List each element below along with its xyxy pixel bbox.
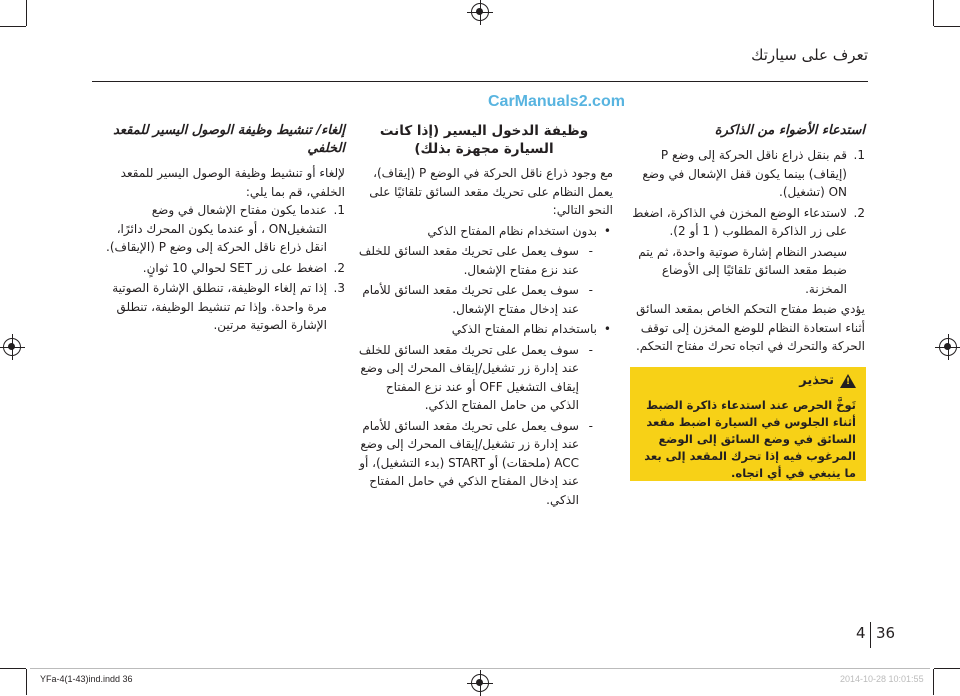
dash-list — [355, 242, 597, 318]
bullet-item — [355, 222, 613, 319]
step-text: قم بنقل ذراع ناقل الحركة إلى وضع P (إيقاف) بينما يكون قفل الإشعال في وضع ON (تشغيل). — [642, 148, 847, 199]
crop-mark — [933, 669, 934, 695]
registration-mark-icon — [939, 338, 957, 356]
step-number: 2. — [333, 260, 345, 275]
crop-mark — [934, 26, 960, 27]
bullet-text: باستخدام نظام المفتاح الذكي — [451, 322, 597, 336]
header-divider — [92, 81, 868, 82]
step-item — [92, 201, 345, 257]
crop-mark — [934, 668, 960, 669]
paragraph: سيصدر النظام إشارة صوتية واحدة، ثم يتم ضبط مقعد السائق تلقائيًا إلى الأوضاع المخزنة. — [638, 244, 847, 296]
memory-recall-section — [627, 122, 865, 356]
section-heading: وظيفة الدخول اليسير (إذا كانت السيارة مجهزة بذلك) — [379, 123, 589, 157]
section-heading: استدعاء الأضواء من الذاكرة — [714, 123, 865, 138]
paragraph: يؤدي ضبط مفتاح التحكم الخاص بمقعد السائق أثناء استعادة النظام للوضع المخزن إلى توقف الحركة والتحرك في اتجاه تحرك مفتاح التحكم. — [635, 302, 865, 353]
step-item — [627, 204, 865, 241]
warning-box — [630, 367, 866, 481]
registration-mark-icon — [471, 3, 489, 21]
step-item — [92, 279, 345, 335]
crop-mark — [933, 0, 934, 26]
step-text: اضغط على زر SET لحوالي 10 ثوانٍ. — [142, 260, 327, 275]
bullet-item — [355, 320, 613, 509]
warning-text: تَوخَّ الحرص عند استدعاء ذاكرة الضبط أثناء الجلوس في السيارة اضبط مقعد السائق في وضع السائق إلى الوضع المرغوب فيه إذا تحرك المقعد إلى بعد ما ينبغي في أي اتجاه. — [644, 398, 856, 480]
footer-date: 2014-10-28 10:01:55 — [840, 674, 924, 684]
memory-recall-steps — [627, 146, 865, 241]
crop-mark — [0, 668, 26, 669]
dash-item: - سوف يعمل على تحريك مقعد السائق للأمام عند إدارة زر تشغيل/إيقاف المحرك إلى وضع ACC (ملحقات) أو START (بدء التشغيل)، أو عند إدخال المفتاح الذكي في حامل المفتاح الذكي. — [355, 417, 597, 510]
step-text: عندما يكون مفتاح الإشعال في وضع التشغيلON ، أو عندما يكون المحرك دائرًا، انقل ذراع ناقل الحركة إلى وضع P (الإيقاف). — [106, 203, 327, 254]
warning-header — [799, 373, 856, 388]
warning-title: تحذير — [799, 373, 834, 388]
paragraph: مع وجود ذراع ناقل الحركة في الوضع P (إيقاف)، يعمل النظام على تحريك مقعد السائق تلقائيًا على النحو التالي: — [369, 166, 613, 217]
section-heading: إلغاء/ تنشيط وظيفة الوصول اليسير للمقعد الخلفي — [113, 123, 345, 156]
step-text: لاستدعاء الوضع المخزن في الذاكرة، اضغط على زر الذاكرة المطلوب ( 1 أو 2). — [632, 205, 847, 238]
step-number: 1. — [333, 203, 345, 217]
step-item — [92, 259, 345, 278]
page-number-divider — [870, 622, 871, 648]
crop-mark — [26, 669, 27, 695]
dash-list — [355, 341, 597, 510]
footer-file-name: YFa-4(1-43)ind.indd 36 — [40, 674, 133, 684]
dash-item: - سوف يعمل على تحريك مقعد السائق للخلف عند إدارة زر تشغيل/إيقاف المحرك إلى وضع إيقاف التشغيل OFF أو عند نزع المفتاح الذكي من حامل المفتاح الذكي. — [355, 341, 597, 415]
crop-mark — [0, 26, 26, 27]
rear-access-steps — [92, 201, 345, 335]
rear-easy-access-section — [92, 122, 345, 337]
chapter-number: 4 — [856, 624, 866, 642]
dash-item: - سوف يعمل على تحريك مقعد السائق للأمام عند إدخال مفتاح الإشعال. — [355, 281, 597, 318]
bullet-text: بدون استخدام نظام المفتاح الذكي — [427, 223, 597, 238]
paragraph: لإلغاء أو تنشيط وظيفة الوصول اليسير للمقعد الخلفي، قم بما يلي: — [120, 166, 345, 199]
step-text: إذا تم إلغاء الوظيفة، تنطلق الإشارة الصوتية مرة واحدة. وإذا تم تنشيط الوظيفة، تنطلق الإشارة الصوتية مرتين. — [112, 281, 327, 332]
watermark: CarManuals2.com — [488, 93, 625, 110]
step-item — [627, 146, 865, 202]
section-title: تعرف على سيارتك — [751, 46, 868, 64]
step-number: 2. — [853, 205, 865, 220]
step-number: 3. — [333, 281, 345, 295]
registration-mark-icon — [3, 338, 21, 356]
warning-triangle-icon: ! — [840, 374, 856, 388]
page-number: 36 — [876, 624, 896, 642]
step-number: 1. — [853, 148, 865, 162]
easy-access-section — [355, 122, 613, 509]
footer-slug — [30, 668, 930, 687]
bullet-list — [355, 222, 613, 510]
crop-mark — [26, 0, 27, 26]
dash-item: - سوف يعمل على تحريك مقعد السائق للخلف عند نزع مفتاح الإشعال. — [355, 242, 597, 279]
